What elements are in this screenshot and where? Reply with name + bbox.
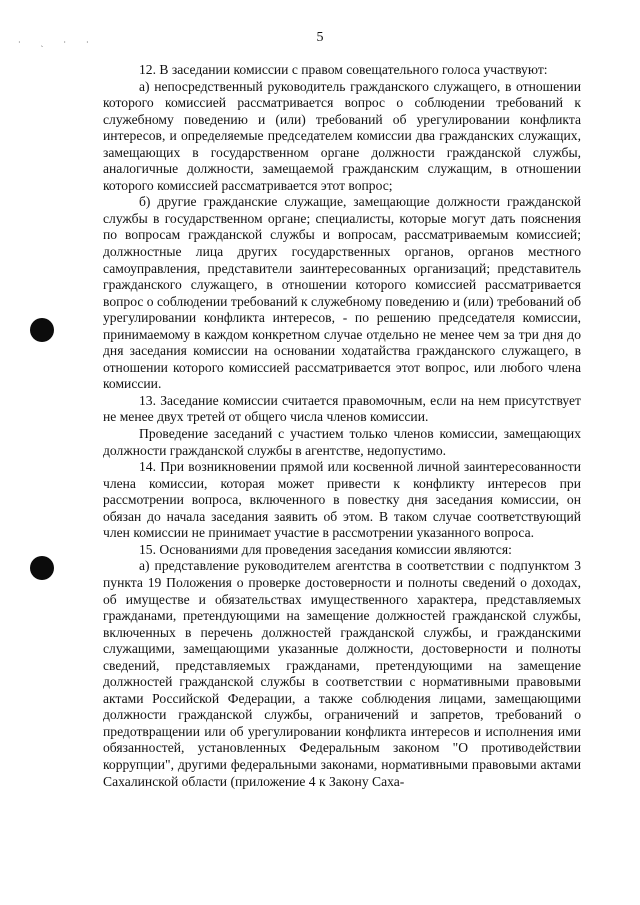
paragraph-15-a: а) представление руководителем агентства в соответствии с подпунктом 3 пункта 19 Положения о проверке достоверности и полноты сведений о доходах, об имуществе и обязательствах имущественного характера, представляемых гражданами, претендующими на замещение должностей гражданской службы, включенных в перечень должностей гражданской службы, и гражданскими служащими, замещающими указанные должности, достоверности и полноты сведений, представляемых гражданами, претендующими на замещение должностей гражданской службы в соответствии с нормативными правовыми актами Российской Федерации, а также соблюдения лицами, замещающими должности гражданской службы, ограничений и запретов, требований о предотвращении или об урегулировании конфликта интересов и исполнения ими обязанностей, установленных Федеральным законом "О противодействии коррупции", другими федеральными законами, нормативными правовыми актами Сахалинской области (приложение 4 к Закону Саха- xyxy=(103,558,581,789)
paragraph-12-a: а) непосредственный руководитель гражданского служащего, в отношении которого комиссией рассматривается вопрос о соблюдении требований к служебному поведению и (или) требований об урегулировании конфликта интересов, и определяемые председателем комиссии два гражданских служащих, замещающих в государственном органе должности гражданской службы, аналогичные должности, замещаемой гражданским служащим, в отношении которого комиссией рассматривается этот вопрос; xyxy=(103,78,581,193)
punch-hole xyxy=(30,318,54,342)
scan-marks: · ˏ · · xyxy=(18,38,98,47)
paragraph-14: 14. При возникновении прямой или косвенной личной заинтересованности члена комиссии, которая может привести к конфликту интересов при рассмотрении вопроса, включенного в повестку дня заседания комиссии, он обязан до начала заседания заявить об этом. В таком случае соответствующий член комиссии не принимает участие в рассмотрении указанного вопроса. xyxy=(103,459,581,541)
paragraph-13: 13. Заседание комиссии считается правомочным, если на нем присутствует не менее двух третей от общего числа членов комиссии. xyxy=(103,392,581,425)
paragraph-13-continued: Проведение заседаний с участием только членов комиссии, замещающих должности гражданской службы в агентстве, недопустимо. xyxy=(103,426,581,458)
punch-hole xyxy=(30,556,54,580)
document-body xyxy=(103,62,581,790)
page-number: 5 xyxy=(316,30,324,45)
paragraph-12-heading: 12. В заседании комиссии с правом совещательного голоса участвуют: xyxy=(139,62,548,77)
paragraph-15-heading: 15. Основаниями для проведения заседания комиссии являются: xyxy=(139,541,512,557)
paragraph-12-b: б) другие гражданские служащие, замещающие должности гражданской службы в государственном органе; специалисты, которые могут дать пояснения по вопросам гражданской службы и вопросам, рассматриваемым комиссией; должностные лица других государственных органов, органов местного самоуправления, представители заинтересованных организаций; представитель гражданского служащего, в отношении которого комиссией рассматривается вопрос о соблюдении требований к служебному поведению и (или) требований об урегулировании конфликта интересов, - по решению председателя комиссии, принимаемому в каждом конкретном случае отдельно не менее чем за три дня до дня заседания комиссии на основании ходатайства гражданского служащего, в отношении которого комиссией рассматривается этот вопрос, или любого члена комиссии. xyxy=(103,194,581,392)
